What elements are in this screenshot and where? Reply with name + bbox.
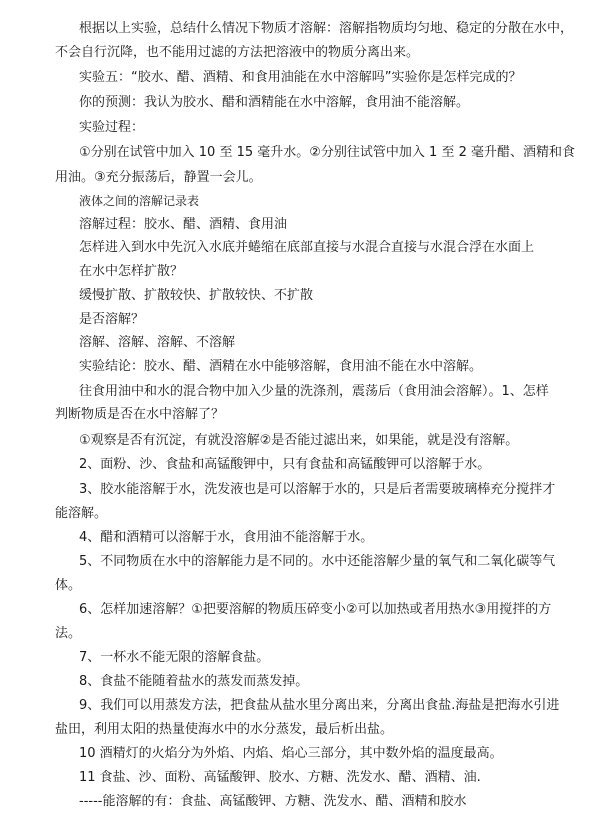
text-line: 你的预测：我认为胶水、醋和酒精能在水中溶解，食用油不能溶解。 <box>79 95 470 110</box>
text-line: 2、面粉、沙、食盐和高锰酸钾中，只有食盐和高锰酸钾可以溶解于水。 <box>79 457 491 472</box>
text-line: 3、胶水能溶解于水，洗发液也是可以溶解于水的，只是后者需要玻璃棒充分搅拌才 <box>79 482 556 497</box>
text-line: 判断物质是否在水中溶解了？ <box>55 407 225 422</box>
text-line: 体。 <box>55 578 82 593</box>
text-line: 根据以上实验，总结什么情况下物质才溶解：溶解指物质均匀地、稳定的分散在水中， <box>79 21 574 36</box>
text-line: 10 酒精灯的火焰分为外焰、内焰、焰心三部分，其中数外焰的温度最高。 <box>79 746 503 761</box>
text-line: 往食用油中和水的混合物中加入少量的洗涤剂，震荡后（食用油会溶解）。1、怎样 <box>79 384 549 399</box>
text-line: 实验五：“胶水、醋、酒精、和食用油能在水中溶解吗”实验你是怎样完成的？ <box>79 70 522 85</box>
text-line: -----能溶解的有：食盐、高锰酸钾、方糖、洗发水、醋、酒精和胶水 <box>79 794 467 809</box>
text-line: 7、一杯水不能无限的溶解食盐。 <box>79 650 270 665</box>
text-line: 实验过程： <box>79 120 145 135</box>
text-line: 是否溶解？ <box>79 312 145 327</box>
text-line: 缓慢扩散、扩散较快、扩散较快、不扩散 <box>79 288 314 303</box>
text-line: 盐田，利用太阳的热量使海水中的水分蒸发，最后析出盐。 <box>55 722 394 737</box>
text-line: 能溶解。 <box>55 506 108 521</box>
text-line: 在水中怎样扩散？ <box>79 264 184 279</box>
text-line: 9、我们可以用蒸发方法，把食盐从盐水里分离出来，分离出食盐.海盐是把海水引进 <box>79 698 560 713</box>
text-line: ①观察是否有沉淀，有就没溶解②是否能过滤出来，如果能，就是没有溶解。 <box>79 433 519 448</box>
text-line: 4、醋和酒精可以溶解于水，食用油不能溶解于水。 <box>79 530 374 545</box>
text-line: 法。 <box>55 626 82 641</box>
text-line: 8、食盐不能随着盐水的蒸发而蒸发掉。 <box>79 674 309 689</box>
text-line: 6、怎样加速溶解？①把要溶解的物质压碎变小②可以加热或者用热水③用搅拌的方 <box>79 602 552 617</box>
text-line: 5、不同物质在水中的溶解能力是不同的。水中还能溶解少量的氧气和二氧化碳等气 <box>79 554 556 569</box>
text-line: 实验结论：胶水、醋、酒精在水中能够溶解，食用油不能在水中溶解。 <box>79 359 483 374</box>
text-line: 不会自行沉降，也不能用过滤的方法把溶液中的物质分离出来。 <box>55 45 420 60</box>
text-line: ①分别在试管中加入 10 至 15 毫升水。②分别往试管中加入 1 至 2 毫升醋、酒精和食 <box>79 145 575 160</box>
text-line: 11 食盐、沙、面粉、高锰酸钾、胶水、方糖、洗发水、醋、酒精、油. <box>79 770 481 785</box>
text-line: 用油。③充分振荡后，静置一会儿。 <box>55 170 262 185</box>
text-line: 怎样进入到水中先沉入水底并蜷缩在底部直接与水混合直接与水混合浮在水面上 <box>79 240 535 255</box>
text-line: 液体之间的溶解记录表 <box>79 194 200 208</box>
text-line: 溶解、溶解、溶解、不溶解 <box>79 335 236 350</box>
text-line: 溶解过程：胶水、醋、酒精、食用油 <box>79 217 288 232</box>
